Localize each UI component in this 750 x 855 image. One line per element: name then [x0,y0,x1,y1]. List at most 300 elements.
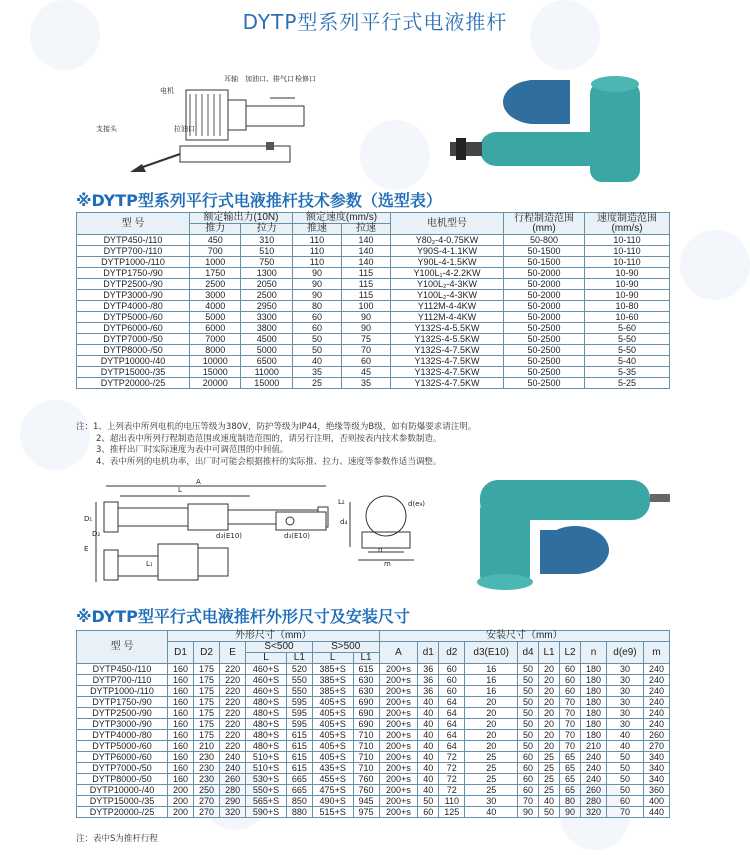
table-cell: 50 [518,730,539,741]
table-cell: 240 [643,675,669,686]
table-cell: 615 [286,752,312,763]
note-line: 4、表中所列的电机功率，出厂时可能会根据推杆的实际推、拉力、速度等参数作适当调整。 [96,456,442,467]
table-row [77,356,670,367]
table-cell: 60 [560,686,581,697]
table-cell: 10-90 [585,279,670,290]
table-cell: 630 [353,686,379,697]
table-cell: 3800 [241,323,293,334]
table-cell: 40 [539,796,560,807]
table-cell: 175 [194,675,220,686]
table-cell: 180 [580,719,606,730]
label-fill-port: 加油口、排气口 [245,75,294,83]
table-cell: DYTP450-/110 [77,664,168,675]
table-cell: 710 [353,752,379,763]
table-cell: 100 [341,301,390,312]
section-title-dimensions: ※DYTP型平行式电液推杆外形尺寸及安装尺寸 [76,607,410,626]
table-cell: 200+s [379,708,418,719]
table-cell: DYTP15000-/35 [77,367,190,378]
table-cell: 250 [194,785,220,796]
table-cell: DYTP2500-/90 [77,708,168,719]
table-cell: 200+s [379,774,418,785]
table-cell: 50 [607,774,644,785]
table-cell: 40 [418,719,439,730]
table-row [77,807,670,818]
table-row [77,367,670,378]
table-cell: 60 [518,763,539,774]
table-cell: 480+S [246,697,287,708]
table-row [77,796,670,807]
label-ear-shaft: 耳轴 [224,75,238,83]
table-cell: 115 [341,268,390,279]
dim-label-L1: L₁ [146,560,153,568]
table-cell: 72 [439,785,465,796]
table-cell: 36 [418,675,439,686]
table-cell: 160 [168,763,194,774]
table-cell: 15000 [241,378,293,389]
table-row [77,301,670,312]
table-cell: 7000 [190,334,241,345]
table-cell: 5-50 [585,345,670,356]
table-cell: Y132S-4-7.5KW [391,367,504,378]
table-row [77,697,670,708]
table-cell: 16 [465,664,518,675]
table-cell: 40 [607,741,644,752]
table-cell: 110 [293,257,342,268]
table-cell: 310 [241,235,293,246]
table-cell: 40 [418,730,439,741]
table-cell: 50 [418,796,439,807]
table-cell: DYTP1750-/90 [77,697,168,708]
table-cell: 175 [194,686,220,697]
table-cell: 64 [439,741,465,752]
table-cell: 20000 [190,378,241,389]
dim-label-D2: D₂ [92,530,101,538]
table-cell: 5-25 [585,378,670,389]
table-cell: 40 [418,763,439,774]
table-cell: 20 [539,686,560,697]
table-cell: 20 [465,697,518,708]
table-cell: 10-80 [585,301,670,312]
table-cell: 125 [439,807,465,818]
table-cell: 175 [194,730,220,741]
table-cell: 40 [293,356,342,367]
table-cell: 50 [518,664,539,675]
table-cell: 50 [518,719,539,730]
table-cell: 60 [293,312,342,323]
table-cell: 140 [341,246,390,257]
table-cell: 60 [439,686,465,697]
table-row [77,268,670,279]
table-cell: 70 [607,807,644,818]
table-cell: 50 [607,785,644,796]
table-cell: 20 [465,730,518,741]
table-cell: 200+s [379,763,418,774]
table-cell: 72 [439,774,465,785]
th2-col: D1 [168,642,194,664]
table-cell: 615 [353,664,379,675]
table-cell: 60 [560,675,581,686]
table-cell: 2050 [241,279,293,290]
table-cell: 50-1500 [504,257,585,268]
label-drain-port: 检修口 [295,75,316,83]
table-cell: 240 [643,719,669,730]
table-cell: 30 [607,664,644,675]
table-cell: DYTP7000-/50 [77,763,168,774]
table-cell: 880 [286,807,312,818]
table-cell: 220 [220,719,246,730]
table-cell: 110 [293,235,342,246]
table-cell: 160 [168,708,194,719]
table-cell: 65 [560,752,581,763]
table-cell: 175 [194,697,220,708]
pusher-schematic-diagram [120,68,320,178]
table-cell: 690 [353,719,379,730]
table-cell: 450 [190,235,241,246]
table-cell: 530+S [246,774,287,785]
table-cell: 70 [518,796,539,807]
dim-label-m: m [384,560,391,568]
th2-col: L1 [539,642,560,664]
table-cell: 140 [341,235,390,246]
table-cell: 510+S [246,752,287,763]
table-cell: 710 [353,763,379,774]
table-cell: 280 [580,796,606,807]
table-cell: 180 [580,686,606,697]
table-row [77,257,670,268]
table-cell: 240 [643,664,669,675]
th-stroke-range: 行程制造范围(mm) [504,213,585,235]
table-cell: DYTP700-/110 [77,246,190,257]
table-cell: 220 [220,741,246,752]
table-cell: 30 [607,697,644,708]
table-cell: 90 [341,312,390,323]
table-cell: DYTP5000-/60 [77,741,168,752]
th-motor: 电机型号 [391,213,504,235]
table-cell: DYTP1000-/110 [77,686,168,697]
table-cell: 360 [643,785,669,796]
table-cell: 40 [418,774,439,785]
dim-label-d: d(e₉) [408,500,426,508]
table-cell: 480+S [246,741,287,752]
table-row [77,235,670,246]
table-cell: 2950 [241,301,293,312]
table-cell: 25 [293,378,342,389]
table-cell: 550+S [246,785,287,796]
table-row [77,675,670,686]
table-cell: 2500 [190,279,241,290]
table-cell: 20 [465,741,518,752]
table-cell: 45 [341,367,390,378]
table-cell: DYTP2500-/90 [77,279,190,290]
table-cell: 200+s [379,796,418,807]
table-cell: 240 [580,763,606,774]
dim-label-d3b: d₃(E10) [284,532,311,540]
table-row [77,741,670,752]
table-cell: 160 [168,675,194,686]
table-cell: 975 [353,807,379,818]
table-cell: 180 [580,730,606,741]
table-cell: 320 [580,807,606,818]
table-row [77,686,670,697]
table-cell: 490+S [312,796,353,807]
table-cell: 72 [439,763,465,774]
table-cell: 200 [168,785,194,796]
table-row [77,664,670,675]
table-cell: 565+S [246,796,287,807]
table-cell: 270 [194,796,220,807]
table-cell: 200+s [379,741,418,752]
table-cell: 50-2500 [504,345,585,356]
table-cell: 475+S [312,785,353,796]
table-cell: 60 [341,356,390,367]
table-cell: 50-2000 [504,268,585,279]
th2-col: L [312,653,353,664]
table-cell: 5000 [241,345,293,356]
table-cell: 40 [418,697,439,708]
table-row [77,345,670,356]
table-cell: 20 [539,708,560,719]
table-cell: 25 [539,774,560,785]
table-cell: DYTP20000-/25 [77,807,168,818]
table-cell: 200+s [379,697,418,708]
table-cell: 550 [286,675,312,686]
table-cell: 25 [539,785,560,796]
table-cell: 200+s [379,686,418,697]
table-cell: 175 [194,708,220,719]
table-cell: 210 [580,741,606,752]
table-cell: 64 [439,730,465,741]
notes-block [76,422,476,468]
table-cell: 110 [293,246,342,257]
table-cell: 36 [418,686,439,697]
table-cell: 90 [293,290,342,301]
table-cell: 220 [220,675,246,686]
th2-col: d4 [518,642,539,664]
table-cell: 50 [293,345,342,356]
table-cell: DYTP7000-/50 [77,334,190,345]
table-cell: 115 [341,279,390,290]
table-cell: 20 [539,730,560,741]
th-pull-speed: 拉速 [341,224,390,235]
table-cell: 70 [341,345,390,356]
table-cell: 690 [353,697,379,708]
table-cell: 10-110 [585,257,670,268]
table-cell: 6500 [241,356,293,367]
th2-s-more-500: S>500 [312,642,379,653]
table-cell: 590+S [246,807,287,818]
table-cell: 1000 [190,257,241,268]
table-cell: 480+S [246,719,287,730]
table-cell: 60 [518,774,539,785]
table-cell: 4500 [241,334,293,345]
table-cell: 50-2000 [504,290,585,301]
th2-col: L1 [286,653,312,664]
table-cell: 200 [168,796,194,807]
table-cell: 11000 [241,367,293,378]
table-cell: 160 [168,752,194,763]
table-cell: 60 [439,675,465,686]
table-cell: 40 [418,752,439,763]
table-cell: 40 [418,708,439,719]
table-cell: 6000 [190,323,241,334]
table-cell: 200+s [379,785,418,796]
table-cell: 230 [194,752,220,763]
table-cell: 665 [286,785,312,796]
table-cell: 3000 [190,290,241,301]
table-row [77,378,670,389]
th-model: 型 号 [77,213,190,235]
table-cell: 50 [539,807,560,818]
table-cell: 40 [607,730,644,741]
table-cell: 230 [194,774,220,785]
table-cell: 480+S [246,730,287,741]
label-pull-port: 拉油口 [174,125,195,133]
table-cell: 50 [518,675,539,686]
table-cell: 50 [607,752,644,763]
table-cell: 290 [220,796,246,807]
table-cell: 40 [418,741,439,752]
table-cell: 405+S [312,752,353,763]
table-cell: 30 [465,796,518,807]
table-cell: 240 [220,752,246,763]
table-cell: 25 [465,763,518,774]
table-cell: 260 [580,785,606,796]
table-cell: 220 [220,686,246,697]
table-cell: 50-1500 [504,246,585,257]
watermark-logo [680,230,750,300]
dim-label-d3: d₃(E10) [216,532,243,540]
table-cell: DYTP6000-/60 [77,323,190,334]
table-cell: 25 [539,763,560,774]
table-cell: 435+S [312,763,353,774]
table-cell: 50 [518,697,539,708]
table-cell: 280 [220,785,246,796]
table-cell: 320 [220,807,246,818]
th-speed-range: 速度制造范围(mm/s) [585,213,670,235]
table-cell: 50-2500 [504,356,585,367]
table-cell: 30 [607,686,644,697]
table-cell: 615 [286,763,312,774]
table-cell: 70 [560,708,581,719]
table-cell: 160 [168,664,194,675]
table-cell: 945 [353,796,379,807]
table-cell: 760 [353,774,379,785]
table-cell: 36 [418,664,439,675]
table-cell: Y112M-4-4KW [391,301,504,312]
table-cell: DYTP8000-/50 [77,774,168,785]
table-cell: 115 [341,290,390,301]
table-cell: 25 [465,774,518,785]
table-cell: 4000 [190,301,241,312]
table-cell: 160 [168,719,194,730]
th-push-speed: 推速 [293,224,342,235]
table-cell: 90 [293,268,342,279]
dim-label-A: A [196,478,201,486]
table-row [77,246,670,257]
table-cell: 50 [518,686,539,697]
dim-label-D1: D₁ [84,515,93,523]
table-row [77,763,670,774]
table-cell: 64 [439,697,465,708]
th2-outer-dims: 外形尺寸（mm） [168,631,380,642]
table-cell: 60 [418,807,439,818]
table-cell: 15000 [190,367,241,378]
th2-col: d1 [418,642,439,664]
table-cell: 260 [220,774,246,785]
table-cell: 630 [353,675,379,686]
table-cell: 5000 [190,312,241,323]
table-cell: 50 [518,741,539,752]
table-cell: 60 [607,796,644,807]
table-cell: 230 [194,763,220,774]
table-row [77,334,670,345]
table-cell: 110 [439,796,465,807]
table-cell: 3300 [241,312,293,323]
label-motor: 电机 [160,87,174,95]
table-row [77,323,670,334]
table-cell: 340 [643,763,669,774]
table-cell: DYTP10000-/40 [77,356,190,367]
table-cell: 405+S [312,708,353,719]
table-cell: Y90S-4-1.1KW [391,246,504,257]
dim-label-L: L [178,486,182,494]
table-cell: 80 [293,301,342,312]
table-cell: 40 [418,785,439,796]
table-cell: 270 [643,741,669,752]
th2-col: D2 [194,642,220,664]
table-row [77,312,670,323]
table-cell: Y132S-4-7.5KW [391,356,504,367]
table-cell: 20 [539,719,560,730]
dim-label-n: n [378,546,383,554]
table-cell: 340 [643,752,669,763]
th2-col: A [379,642,418,664]
table-cell: 16 [465,675,518,686]
table-cell: 240 [643,708,669,719]
table-cell: 270 [194,807,220,818]
table-cell: Y132S-4-5.5KW [391,334,504,345]
th2-col: L2 [560,642,581,664]
table-cell: 10000 [190,356,241,367]
table-cell: 240 [580,774,606,785]
table-cell: 64 [439,708,465,719]
th2-col: E [220,642,246,664]
pusher-photo-1 [440,62,660,192]
table-cell: 595 [286,719,312,730]
table-cell: 385+S [312,686,353,697]
table-cell: 180 [580,675,606,686]
pusher-photo-2 [460,470,680,595]
table-cell: 160 [168,686,194,697]
th2-model: 型 号 [77,631,168,664]
table-cell: 50 [607,763,644,774]
table-cell: 440 [643,807,669,818]
table-cell: 710 [353,730,379,741]
table-cell: 35 [293,367,342,378]
table-cell: Y132S-4-7.5KW [391,378,504,389]
th-rated-speed: 额定速度(mm/s) [293,213,391,224]
table-cell: 750 [241,257,293,268]
table-cell: 520 [286,664,312,675]
table-cell: 615 [286,741,312,752]
table-cell: DYTP10000-/40 [77,785,168,796]
table-cell: 455+S [312,774,353,785]
watermark-logo [360,120,430,190]
table-cell: 65 [560,785,581,796]
table-cell: 400 [643,796,669,807]
table-cell: 160 [168,741,194,752]
table-cell: 200+s [379,675,418,686]
